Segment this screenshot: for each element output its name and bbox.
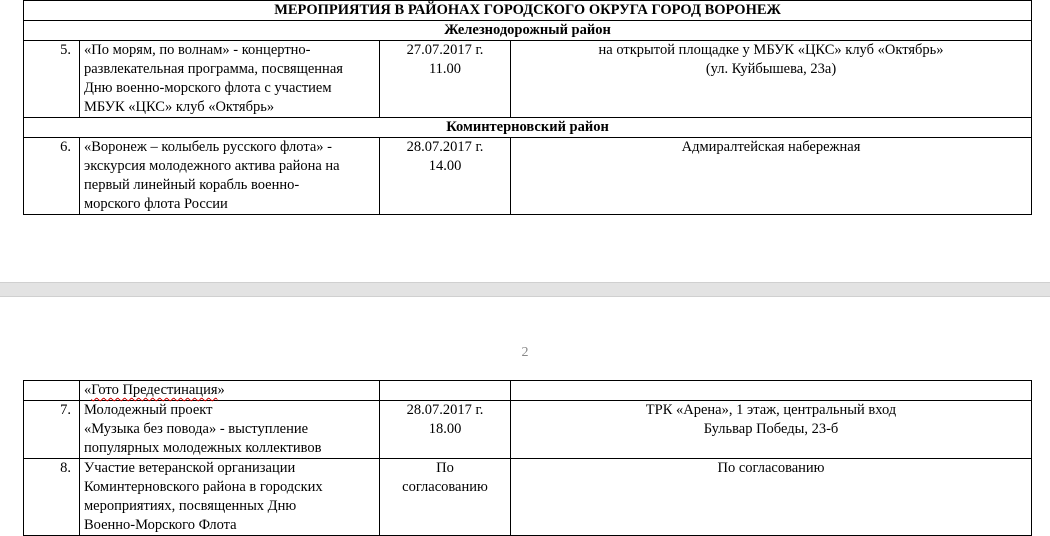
spellcheck-flagged-text: Гото Предестинация — [91, 382, 218, 398]
table-row — [24, 41, 1032, 118]
district-heading: Железнодорожный район — [24, 21, 1032, 41]
place-line: (ул. Куйбышева, 23а) — [705, 61, 837, 77]
event-description — [80, 381, 380, 401]
date-line: По — [436, 460, 454, 476]
page-break-gap — [0, 282, 1050, 297]
event-line: «Музыка без повода» - выступление — [84, 421, 309, 437]
event-text: » — [217, 382, 225, 398]
event-line: «Воронеж – колыбель русского флота» - — [84, 139, 333, 155]
event-line: первый линейный корабль военно- — [84, 177, 300, 193]
event-date — [380, 138, 511, 215]
event-date — [380, 459, 511, 536]
event-text: « — [84, 382, 92, 398]
district-heading: Коминтерновский район — [24, 118, 1032, 138]
table-row — [24, 381, 1032, 401]
event-line: Дню военно-морского флота с участием — [84, 80, 332, 96]
event-place — [511, 459, 1032, 536]
event-description — [80, 401, 380, 459]
date-line: 28.07.2017 г. — [406, 402, 484, 418]
events-table-page-1 — [23, 0, 1032, 215]
date-line: 28.07.2017 г. — [406, 139, 484, 155]
event-line: Военно-Морского Флота — [84, 517, 237, 533]
row-number: 8. — [24, 459, 80, 536]
event-line: развлекательная программа, посвященная — [84, 61, 343, 77]
event-line: «По морям, по волнам» - концертно- — [84, 42, 311, 58]
events-table-page-2 — [23, 380, 1032, 536]
table-row — [24, 401, 1032, 459]
time-line: 14.00 — [428, 158, 462, 174]
event-date — [380, 401, 511, 459]
event-line: Молодежный проект — [84, 402, 213, 418]
table-row — [24, 138, 1032, 215]
page-number: 2 — [521, 345, 529, 360]
event-description — [80, 41, 380, 118]
place-line: Бульвар Победы, 23-б — [703, 421, 839, 437]
event-date — [380, 381, 511, 401]
event-description — [80, 459, 380, 536]
event-place — [511, 381, 1032, 401]
event-line: Участие ветеранской организации — [84, 460, 296, 476]
place-line: По согласованию — [717, 460, 825, 476]
row-number: 5. — [24, 41, 80, 118]
event-line: МБУК «ЦКС» клуб «Октябрь» — [84, 99, 275, 115]
time-line: 18.00 — [428, 421, 462, 437]
event-place — [511, 41, 1032, 118]
row-number: 6. — [24, 138, 80, 215]
place-line: на открытой площадке у МБУК «ЦКС» клуб «Октябрь» — [598, 42, 944, 58]
event-place — [511, 401, 1032, 459]
place-line: ТРК «Арена», 1 этаж, центральный вход — [645, 402, 897, 418]
time-line: 11.00 — [428, 61, 462, 77]
row-number — [24, 381, 80, 401]
date-line: согласованию — [402, 479, 488, 495]
main-title: МЕРОПРИЯТИЯ В РАЙОНАХ ГОРОДСКОГО ОКРУГА ГОРОД ВОРОНЕЖ — [24, 1, 1032, 21]
event-line: мероприятиях, посвященных Дню — [84, 498, 297, 514]
event-line: Коминтерновского района в городских — [84, 479, 323, 495]
event-line: морского флота России — [84, 196, 228, 212]
date-line: 27.07.2017 г. — [406, 42, 484, 58]
event-description — [80, 138, 380, 215]
row-number: 7. — [24, 401, 80, 459]
event-line: популярных молодежных коллективов — [84, 440, 322, 456]
table-row — [24, 459, 1032, 536]
event-date — [380, 41, 511, 118]
event-place — [511, 138, 1032, 215]
event-line: экскурсия молодежного актива района на — [84, 158, 340, 174]
place-line: Адмиралтейская набережная — [681, 139, 861, 155]
